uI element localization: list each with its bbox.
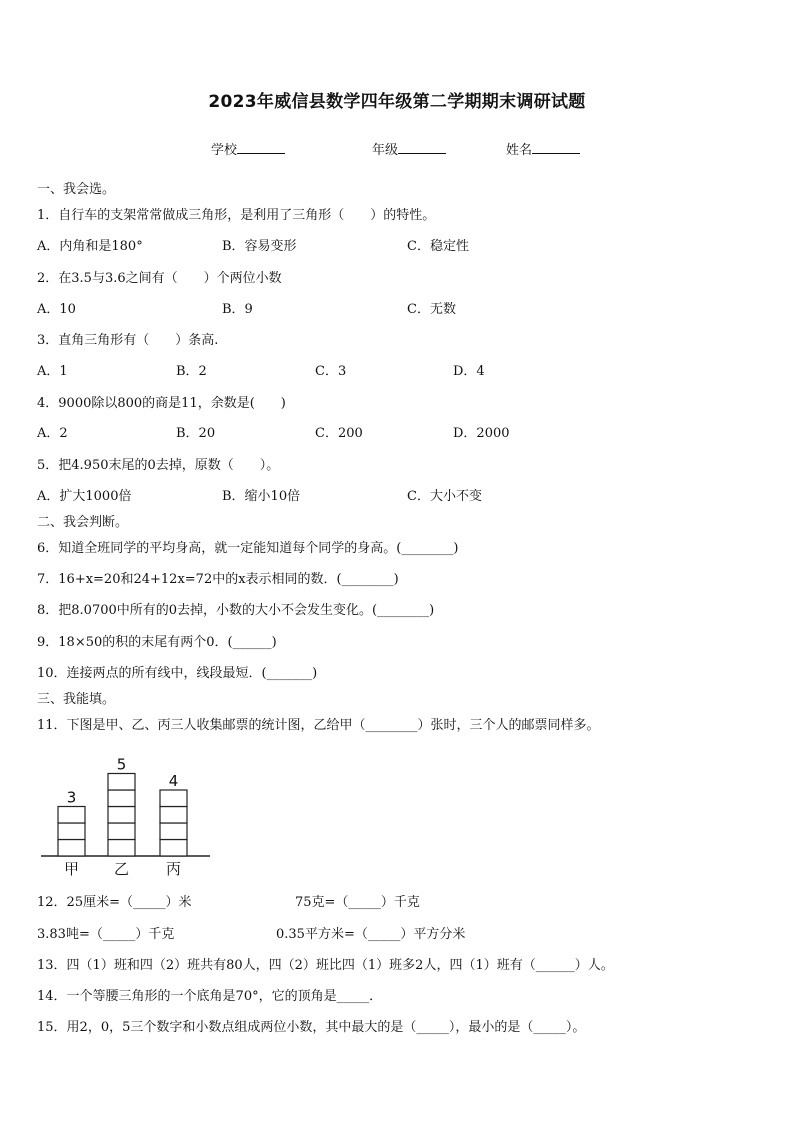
name-label: 姓名: [506, 143, 533, 158]
q3-option-c[interactable]: C．3: [315, 364, 347, 379]
bar-box-甲-3: [58, 807, 85, 824]
school-label: 学校: [211, 143, 238, 158]
q2-option-b[interactable]: B．9: [222, 302, 253, 317]
q4-option-c[interactable]: C．200: [315, 426, 363, 441]
question-12-part-c: 3.83吨=（_____）千克: [37, 927, 175, 942]
q4-option-d[interactable]: D．2000: [453, 426, 510, 441]
question-3: 3．直角三角形有（ ）条高.: [37, 333, 219, 348]
q5-option-c[interactable]: C．大小不变: [407, 489, 482, 504]
section-heading-3: 三、我能填。: [37, 692, 116, 707]
question-12-part-a: 12．25厘米=（_____）米: [37, 895, 192, 910]
question-11: 11．下图是甲、乙、丙三人收集邮票的统计图，乙给甲（________）张时，三个人的邮票同样多。: [37, 718, 600, 733]
question-10: 10．连接两点的所有线中，线段最短．(_______): [37, 666, 318, 681]
school-blank[interactable]: [237, 140, 285, 154]
data-label-甲: 3: [66, 788, 77, 807]
q2-option-c[interactable]: C．无数: [407, 302, 456, 317]
stamp-bar-chart: [40, 746, 212, 884]
q1-option-a[interactable]: A．内角和是180°: [37, 239, 143, 254]
q4-option-a[interactable]: A．2: [37, 426, 68, 441]
bar-box-丙-2: [160, 823, 187, 840]
q1-option-c[interactable]: C．稳定性: [407, 239, 469, 254]
bar-box-丙-3: [160, 807, 187, 824]
grade-blank[interactable]: [398, 140, 446, 154]
bar-box-乙-4: [108, 790, 135, 807]
bar-box-乙-1: [108, 840, 135, 857]
q3-option-a[interactable]: A．1: [37, 364, 68, 379]
question-6: 6．知道全班同学的平均身高，就一定能知道每个同学的身高。(________): [37, 541, 459, 556]
page-title: 2023年威信县数学四年级第二学期期末调研试题: [208, 92, 586, 112]
q3-option-d[interactable]: D．4: [453, 364, 485, 379]
question-2: 2．在3.5与3.6之间有（ ）个两位小数: [37, 271, 282, 286]
category-label-乙: 乙: [113, 860, 130, 878]
bar-box-甲-1: [58, 840, 85, 857]
q4-option-b[interactable]: B．20: [176, 426, 216, 441]
q2-option-a[interactable]: A．10: [37, 302, 76, 317]
bar-box-乙-2: [108, 823, 135, 840]
section-heading-2: 二、我会判断。: [37, 515, 129, 530]
grade-field: [372, 139, 446, 158]
bar-box-甲-2: [58, 823, 85, 840]
question-14: 14．一个等腰三角形的一个底角是70°，它的顶角是_____．: [37, 989, 383, 1004]
school-field: [211, 139, 285, 158]
question-12-part-d: 0.35平方米=（_____）平方分米: [276, 927, 466, 942]
question-5: 5．把4.950末尾的0去掉，原数（ ）。: [37, 458, 280, 473]
bar-box-乙-5: [108, 774, 135, 791]
question-8: 8．把8.0700中所有的0去掉，小数的大小不会发生变化。(________): [37, 603, 435, 618]
bar-box-丙-1: [160, 840, 187, 857]
question-1: 1．自行车的支架常常做成三角形，是利用了三角形（ ）的特性。: [37, 208, 436, 223]
question-12-part-b: 75克=（_____）千克: [295, 895, 420, 910]
name-field: [506, 139, 580, 158]
category-label-甲: 甲: [63, 860, 80, 878]
question-9: 9．18×50的积的末尾有两个0．(______): [37, 635, 277, 650]
grade-label: 年级: [372, 143, 399, 158]
question-13: 13．四（1）班和四（2）班共有80人，四（2）班比四（1）班多2人，四（1）班有（______）人。: [37, 958, 614, 973]
question-15: 15．用2，0，5三个数字和小数点组成两位小数，其中最大的是（_____），最小的是（_____）。: [37, 1020, 586, 1035]
data-label-乙: 5: [116, 755, 127, 774]
question-4: 4．9000除以800的商是11，余数是( ): [37, 396, 286, 411]
question-7: 7．16+x=20和24+12x=72中的x表示相同的数．(________): [37, 572, 399, 587]
category-label-丙: 丙: [165, 860, 182, 878]
bar-box-丙-4: [160, 790, 187, 807]
section-heading-1: 一、我会选。: [37, 182, 116, 197]
q3-option-b[interactable]: B．2: [176, 364, 207, 379]
q5-option-b[interactable]: B．缩小10倍: [222, 489, 301, 504]
q1-option-b[interactable]: B．容易变形: [222, 239, 297, 254]
data-label-丙: 4: [168, 772, 179, 790]
name-blank[interactable]: [532, 140, 580, 154]
bar-box-乙-3: [108, 807, 135, 824]
q5-option-a[interactable]: A．扩大1000倍: [37, 489, 132, 504]
